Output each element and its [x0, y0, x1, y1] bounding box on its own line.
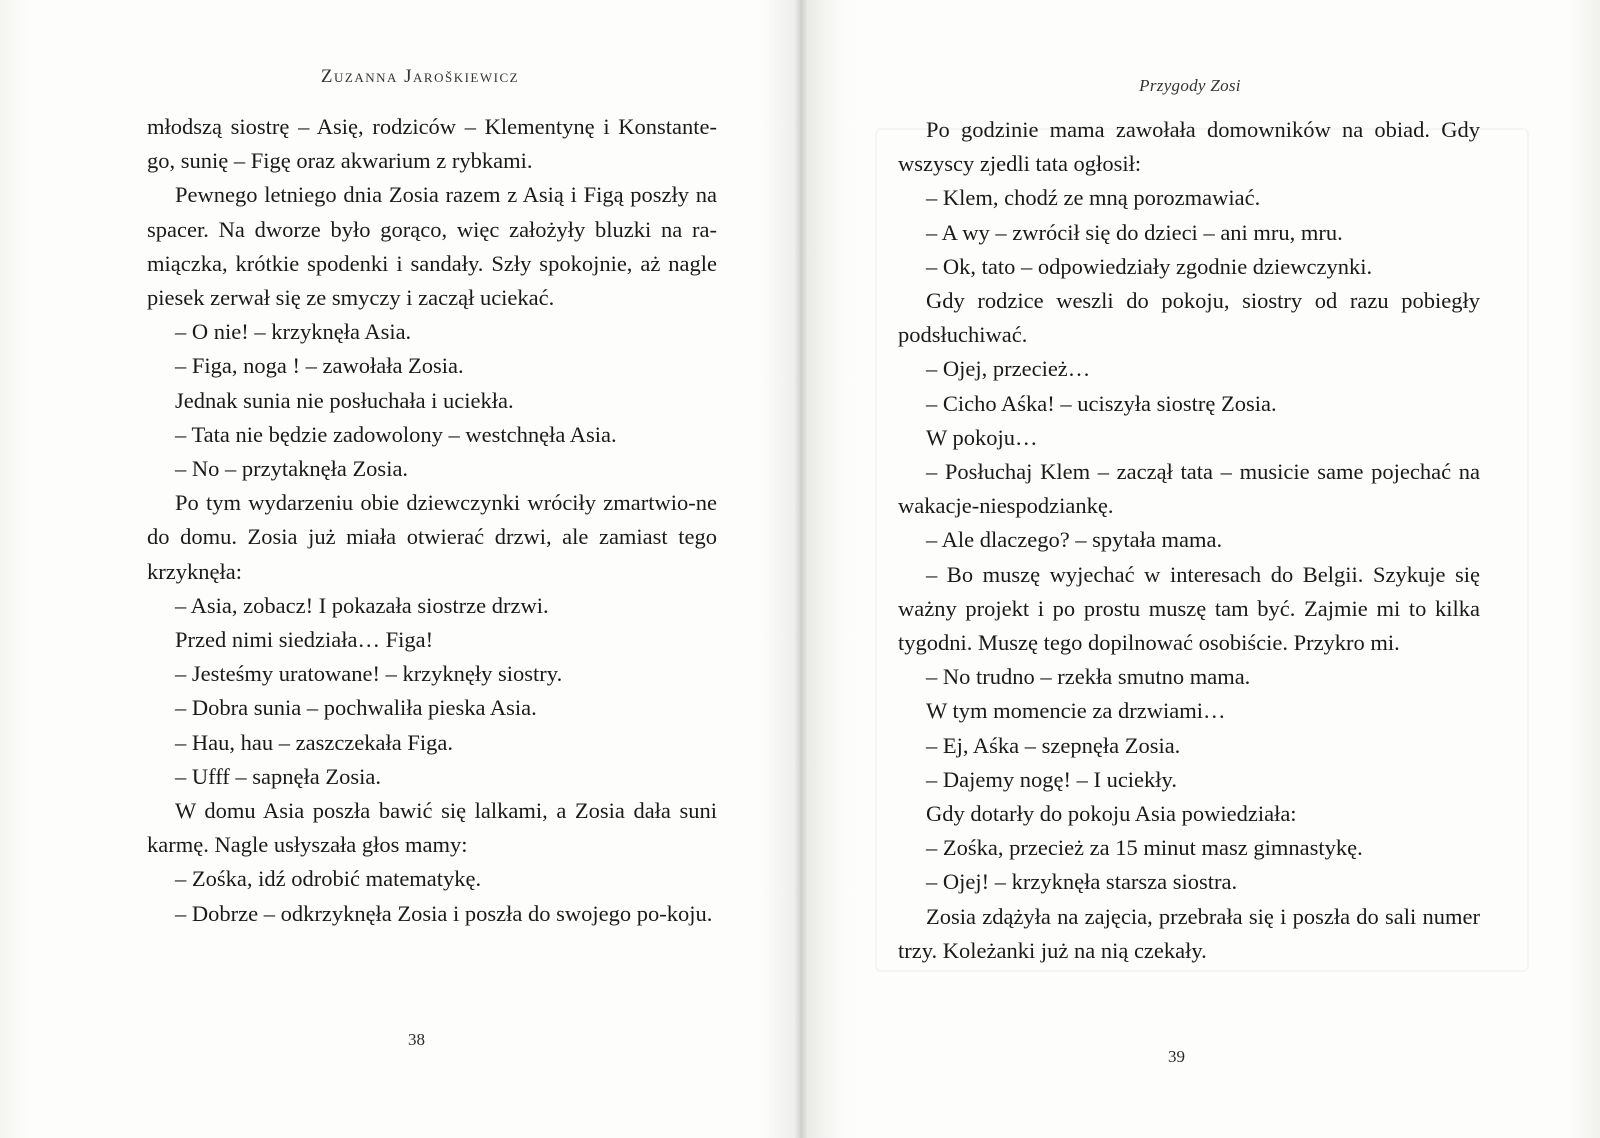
- paragraph: – Dajemy nogę! – I uciekły.: [926, 766, 1177, 792]
- paragraph: Pewnego letniego dnia Zosia razem z Asią i Figą poszły na spacer. Na dworze było gorąco, więc założyły bluzki na ra-miączka, krótkie spodenki i sandały. Szły spokojnie, aż nagle piesek zerwał się ze smyczy i zaczął uciekać.: [147, 182, 717, 311]
- paragraph: – Ufff – sapnęła Zosia.: [175, 763, 381, 789]
- paragraph: – O nie! – krzyknęła Asia.: [175, 319, 412, 345]
- right-page-number: 39: [1168, 1047, 1185, 1066]
- paragraph: – Hau, hau – zaszczekała Figa.: [175, 729, 453, 755]
- paragraph: W pokoju…: [926, 424, 1038, 450]
- paragraph: – Jesteśmy uratowane! – krzyknęły siostry.: [175, 661, 563, 687]
- paragraph: – Figa, noga ! – zawołała Zosia.: [175, 353, 464, 379]
- paragraph: Po tym wydarzeniu obie dziewczynki wróciły zmartwio-ne do domu. Zosia już miała otwierać drzwi, ale zamiast tego krzyknęła:: [147, 490, 717, 584]
- paragraph: – Ale dlaczego? – spytała mama.: [926, 527, 1223, 553]
- paragraph: Gdy dotarły do pokoju Asia powiedziała:: [926, 801, 1297, 827]
- left-page-number: 38: [408, 1030, 425, 1049]
- paragraph: – A wy – zwrócił się do dzieci – ani mru, mru.: [926, 219, 1343, 245]
- paragraph: W domu Asia poszła bawić się lalkami, a Zosia dała suni karmę. Nagle usłyszała głos mamy:: [147, 798, 717, 858]
- right-running-header: Przygody Zosi: [1139, 76, 1241, 95]
- paragraph: Jednak sunia nie posłuchała i uciekła.: [175, 387, 514, 413]
- paragraph: Przed nimi siedziała… Figa!: [175, 627, 434, 653]
- paragraph: – Cicho Aśka! – uciszyła siostrę Zosia.: [926, 390, 1277, 416]
- paragraph: – Klem, chodź ze mną porozmawiać.: [926, 185, 1261, 211]
- paragraph: – Ok, tato – odpowiedziały zgodnie dziewczynki.: [926, 253, 1373, 279]
- paragraph: – Asia, zobacz! I pokazała siostrze drzwi.: [175, 592, 549, 618]
- paragraph: Gdy rodzice weszli do pokoju, siostry od razu pobiegły podsłuchiwać.: [898, 288, 1480, 348]
- paragraph: – No – przytaknęła Zosia.: [175, 456, 409, 482]
- paragraph: młodszą siostrę – Asię, rodziców – Klementynę i Konstante-go, sunię – Figę oraz akwarium z rybkami.: [147, 114, 717, 174]
- paragraph: – Dobra sunia – pochwaliła pieska Asia.: [175, 695, 537, 721]
- paragraph: – Ojej! – krzyknęła starsza siostra.: [926, 869, 1238, 895]
- paragraph: – Ej, Aśka – szepnęła Zosia.: [926, 732, 1181, 758]
- paragraph: – Zośka, przecież za 15 minut masz gimnastykę.: [926, 835, 1363, 861]
- left-page-text: [147, 110, 717, 931]
- paragraph: – Dobrze – odkrzyknęła Zosia i poszła do swojego po-koju.: [175, 900, 713, 926]
- paragraph: – No trudno – rzekła smutno mama.: [926, 664, 1251, 690]
- paragraph: Zosia zdążyła na zajęcia, przebrała się i poszła do sali numer trzy. Koleżanki już na nią czekały.: [898, 903, 1480, 963]
- paragraph: – Zośka, idź odrobić matematykę.: [175, 866, 482, 892]
- paragraph: – Ojej, przecież…: [926, 356, 1091, 382]
- paragraph: – Tata nie będzie zadowolony – westchnęła Asia.: [175, 421, 617, 447]
- left-running-header: Zuzanna Jaroškiewicz: [320, 66, 520, 87]
- paragraph: W tym momencie za drzwiami…: [926, 698, 1226, 724]
- paragraph: Po godzinie mama zawołała domowników na obiad. Gdy wszyscy zjedli tata ogłosił:: [898, 117, 1480, 177]
- paragraph: – Bo muszę wyjechać w interesach do Belgii. Szykuje się ważny projekt i po prostu muszę tam być. Zajmie mi to kilka tygodni. Muszę tego dopilnować osobiście. Przykro mi.: [898, 561, 1480, 656]
- paragraph: – Posłuchaj Klem – zaczął tata – musicie same pojechać na wakacje-niespodziankę.: [898, 459, 1480, 519]
- right-page-text: [898, 113, 1480, 968]
- book-gutter: [795, 0, 807, 1138]
